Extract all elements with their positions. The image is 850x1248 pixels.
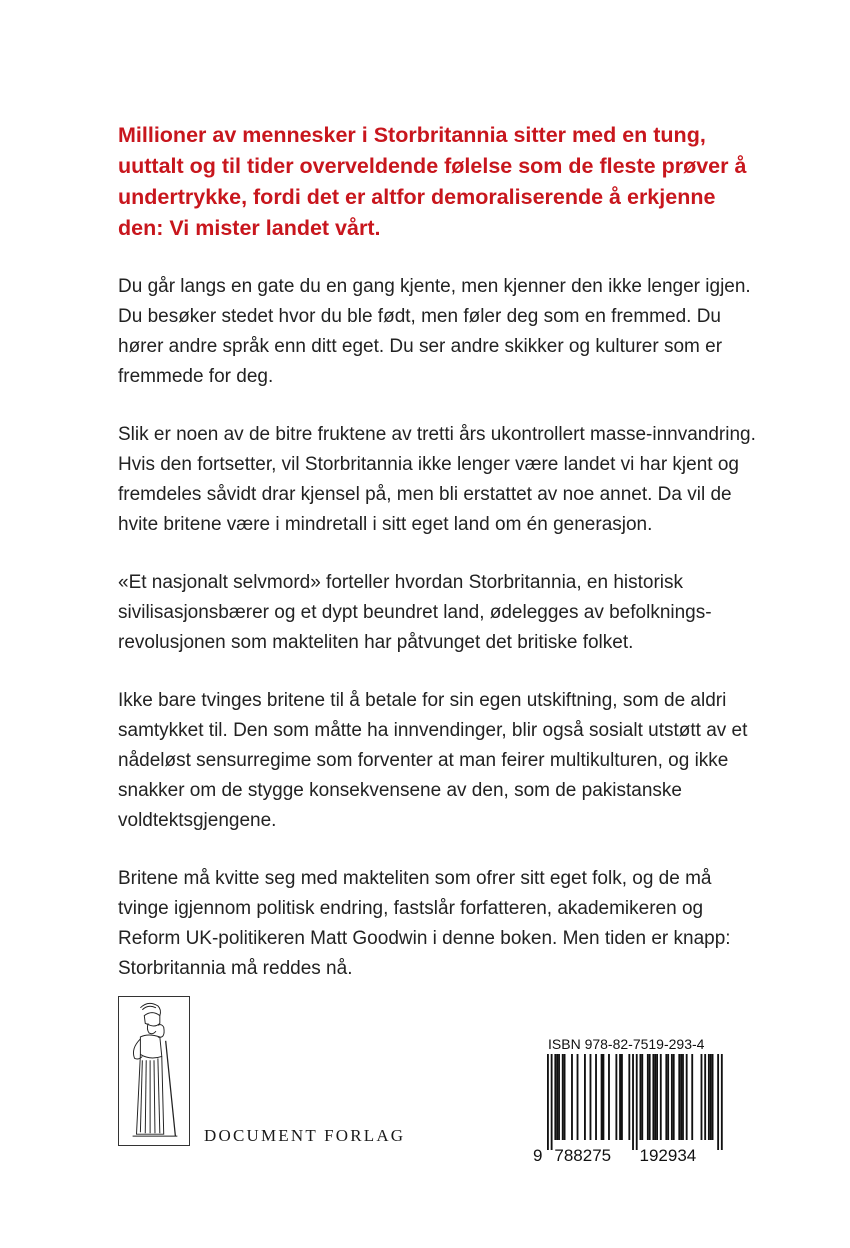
barcode-bar xyxy=(590,1054,592,1140)
body-paragraph-1: Du går langs en gate du en gang kjente, men kjenner den ikke lenger igjen. Du besøker stedet hvor du ble født, men føler deg som en fremmed. Du hører andre språk enn ditt eget. Du ser andre skikker og kulturer som er fremmede for deg. xyxy=(118,276,751,387)
barcode-bar xyxy=(680,1054,682,1140)
lead-paragraph: Millioner av mennesker i Storbritannia sitter med en tung, uuttalt og til tider overveldende følelse som de fleste prøver å undertrykke, fordi det er altfor demoraliserende å erkjenne den: Vi mister landet vårt. xyxy=(118,123,747,240)
barcode-bar xyxy=(652,1054,654,1140)
barcode-bar xyxy=(554,1054,556,1140)
barcode-bars xyxy=(533,1054,729,1166)
barcode-bar xyxy=(595,1054,597,1140)
barcode-bar xyxy=(562,1054,564,1140)
barcode-bar xyxy=(710,1054,712,1140)
barcode-bar xyxy=(564,1054,566,1140)
barcode-bar xyxy=(701,1054,703,1140)
body-paragraph-4: Ikke bare tvinges britene til å betale for sin egen utskiftning, som de aldri samtykket til. Den som måtte ha innvendinger, blir også sosialt utstøtt av et nådeløst sensurregime som forventer at man feirer multikulturen, og ikke snakker om de stygge konsekvensene av den, som de pakistanske voldtektsgjengene. xyxy=(118,690,748,831)
barcode-bar xyxy=(632,1054,634,1150)
barcode-bar xyxy=(717,1054,719,1150)
barcode-bar xyxy=(558,1054,560,1140)
barcode-bar xyxy=(647,1054,649,1140)
barcode-bar xyxy=(636,1054,638,1150)
barcode-bar xyxy=(665,1054,667,1140)
barcode-bar xyxy=(556,1054,558,1140)
isbn-barcode xyxy=(533,1034,729,1164)
barcode-bar xyxy=(628,1054,630,1140)
publisher-name: DOCUMENT FORLAG xyxy=(204,1126,406,1145)
athena-figure-icon xyxy=(118,996,190,1146)
barcode-digit-group: 192934 xyxy=(639,1146,697,1165)
barcode-bar xyxy=(673,1054,675,1140)
barcode-bar xyxy=(608,1054,610,1140)
barcode-bar xyxy=(704,1054,706,1140)
barcode-bar xyxy=(619,1054,621,1140)
barcode-digit-group: 9 xyxy=(533,1146,543,1165)
barcode-bar xyxy=(682,1054,684,1140)
body-paragraph-3: «Et nasjonalt selvmord» forteller hvordan Storbritannia, en historisk sivilisasjonsbærer og et dypt beundret land, ødelegges av befolknings-revolusjonen som makteliten har påtvunget det britiske folket. xyxy=(118,572,712,653)
barcode-bar xyxy=(649,1054,651,1140)
barcode-bar xyxy=(712,1054,714,1140)
barcode-bar xyxy=(708,1054,710,1140)
barcode-bar xyxy=(571,1054,573,1140)
barcode-bar xyxy=(691,1054,693,1140)
isbn-label: ISBN 978-82-7519-293-4 xyxy=(548,1036,705,1052)
barcode-bar xyxy=(640,1054,642,1140)
barcode-bar xyxy=(721,1054,723,1150)
barcode-bar xyxy=(615,1054,617,1140)
barcode-bar xyxy=(621,1054,623,1140)
barcode-bar xyxy=(584,1054,586,1140)
barcode xyxy=(533,1054,729,1164)
barcode-bar xyxy=(641,1054,643,1140)
barcode-bar xyxy=(654,1054,656,1140)
back-cover-blurb xyxy=(118,120,758,1012)
barcode-bar xyxy=(551,1054,553,1150)
barcode-bar xyxy=(686,1054,688,1140)
barcode-bar xyxy=(678,1054,680,1140)
barcode-bar xyxy=(603,1054,605,1140)
barcode-bar xyxy=(671,1054,673,1140)
body-paragraph-5: Britene må kvitte seg med makteliten som ofrer sitt eget folk, og de må tvinge igjennom politisk endring, fastslår forfatteren, akademikeren og Reform UK-politikeren Matt Goodwin i denne boken. Men tiden er knapp: Storbritannia må reddes nå. xyxy=(118,868,731,979)
body-paragraph-2: Slik er noen av de bitre fruktene av tretti års ukontrollert masse-innvandring. Hvis den fortsetter, vil Storbritannia ikke lenger være landet vi har kjent og fremdeles såvidt drar kjensel på, men bli erstattet av noe annet. Da vil de hvite britene være i mindretall i sitt eget land om én generasjon. xyxy=(118,424,756,535)
barcode-bar xyxy=(577,1054,579,1140)
barcode-bar xyxy=(656,1054,658,1140)
barcode-bar xyxy=(601,1054,603,1140)
barcode-bar xyxy=(547,1054,549,1150)
barcode-bar xyxy=(667,1054,669,1140)
barcode-bar xyxy=(660,1054,662,1140)
barcode-digit-group: 788275 xyxy=(554,1146,612,1165)
